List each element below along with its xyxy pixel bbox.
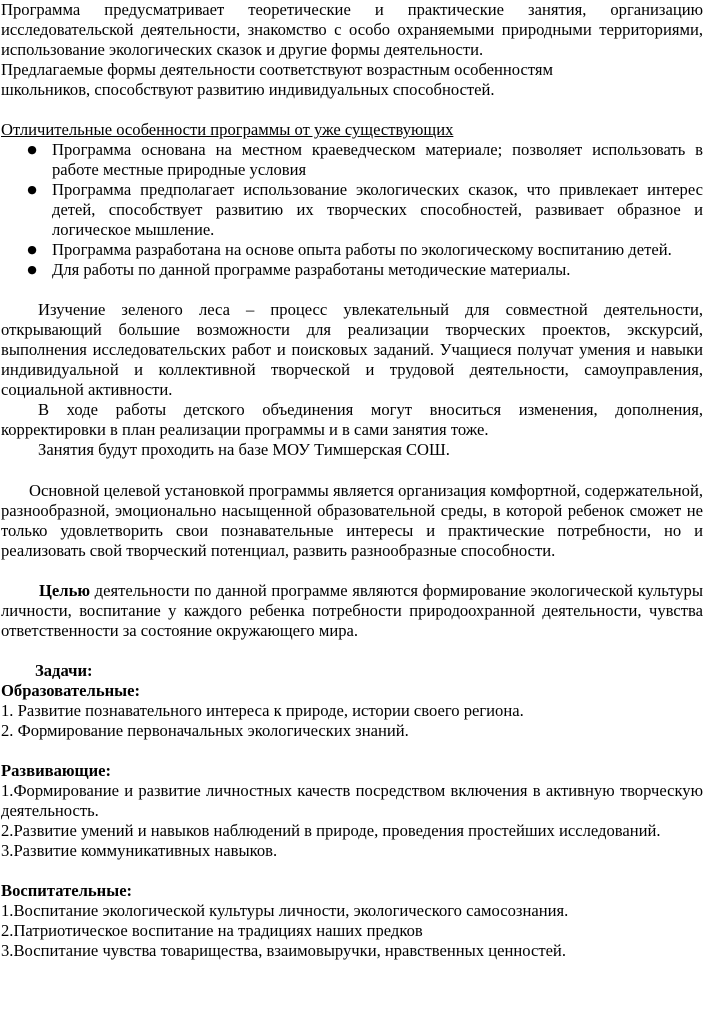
- features-list-item: [1, 140, 703, 180]
- upbringing-title: Воспитательные:: [1, 881, 133, 900]
- venue-paragraph: Занятия будут проходить на базе МОУ Тимшерская СОШ.: [38, 440, 450, 459]
- upbringing-item: 2.Патриотическое воспитание на традициях наших предков: [1, 921, 423, 940]
- tasks-title: Задачи:: [35, 661, 93, 680]
- features-item-text: Для работы по данной программе разработаны методические материалы.: [52, 260, 571, 279]
- bullet-icon: ●: [27, 263, 37, 276]
- educational-item: 1. Развитие познавательного интереса к природе, истории своего региона.: [1, 701, 524, 720]
- developing-item: 3.Развитие коммуникативных навыков.: [1, 841, 278, 860]
- features-item-text: Программа разработана на основе опыта работы по экологическому воспитанию детей.: [52, 240, 672, 259]
- intro-paragraph-2-line-1: Предлагаемые формы деятельности соответствуют возрастным особенностям: [1, 60, 554, 79]
- bullet-icon: ●: [27, 243, 37, 256]
- upbringing-item: 3.Воспитание чувства товарищества, взаимовыручки, нравственных ценностей.: [1, 941, 566, 960]
- main-goal-paragraph: Основной целевой установкой программы является организация комфортной, содержательной, разнообразной, эмоционально насыщенной образовательной среды, в которой ребенок сможет не только удовлетворить свои познавательные интересы и практические потребности, но и реализовать свой творческий потенциал, развить разнообразные способности.: [1, 481, 703, 560]
- features-list: [1, 140, 703, 280]
- features-item-text: Программа предполагает использование экологических сказок, что привлекает интерес детей, способствует развитию их творческих способностей, развивает образное и логическое мышление.: [52, 180, 703, 239]
- goal-text: деятельности по данной программе являются формирование экологической культуры личности, воспитание у каждого ребенка потребности природоохранной деятельности, чувства ответственности за состояние окружающего мира.: [1, 581, 703, 640]
- educational-item: 2. Формирование первоначальных экологических знаний.: [1, 721, 409, 740]
- features-heading: Отличительные особенности программы от уже существующих: [1, 120, 454, 139]
- study-paragraph: Изучение зеленого леса – процесс увлекательный для совместной деятельности, открывающий большие возможности для реализации творческих проектов, экскурсий, выполнения исследовательских работ и поисковых заданий. Учащиеся получат умения и навыки индивидуальной и коллективной творческой и трудовой деятельности, самоуправления, социальной активности.: [1, 300, 703, 399]
- bullet-icon: ●: [27, 183, 37, 196]
- features-list-item: [1, 240, 703, 260]
- goal-label: Целью: [39, 581, 91, 600]
- developing-item: 2.Развитие умений и навыков наблюдений в природе, проведения простейших исследований.: [1, 821, 661, 840]
- features-item-text: Программа основана на местном краеведческом материале; позволяет использовать в работе местные природные условия: [52, 140, 703, 179]
- bullet-icon: ●: [27, 143, 37, 156]
- intro-paragraph-2-line-2: школьников, способствуют развитию индивидуальных способностей.: [1, 80, 495, 99]
- developing-title: Развивающие:: [1, 761, 112, 780]
- upbringing-item: 1.Воспитание экологической культуры личности, экологического самосознания.: [1, 901, 569, 920]
- features-list-item: [1, 180, 703, 240]
- features-list-item: [1, 260, 703, 280]
- intro-paragraph: Программа предусматривает теоретические и практические занятия, организацию исследовательской деятельности, знакомство с особо охраняемыми природными территориями, использование экологических сказок и другие формы деятельности.: [1, 0, 703, 59]
- educational-title: Образовательные:: [1, 681, 141, 700]
- goal-paragraph: [1, 581, 703, 641]
- changes-paragraph: В ходе работы детского объединения могут вноситься изменения, дополнения, корректировки в план реализации программы и в сами занятия тоже.: [1, 400, 703, 439]
- developing-item: 1.Формирование и развитие личностных качеств посредством включения в активную творческую деятельность.: [1, 781, 703, 820]
